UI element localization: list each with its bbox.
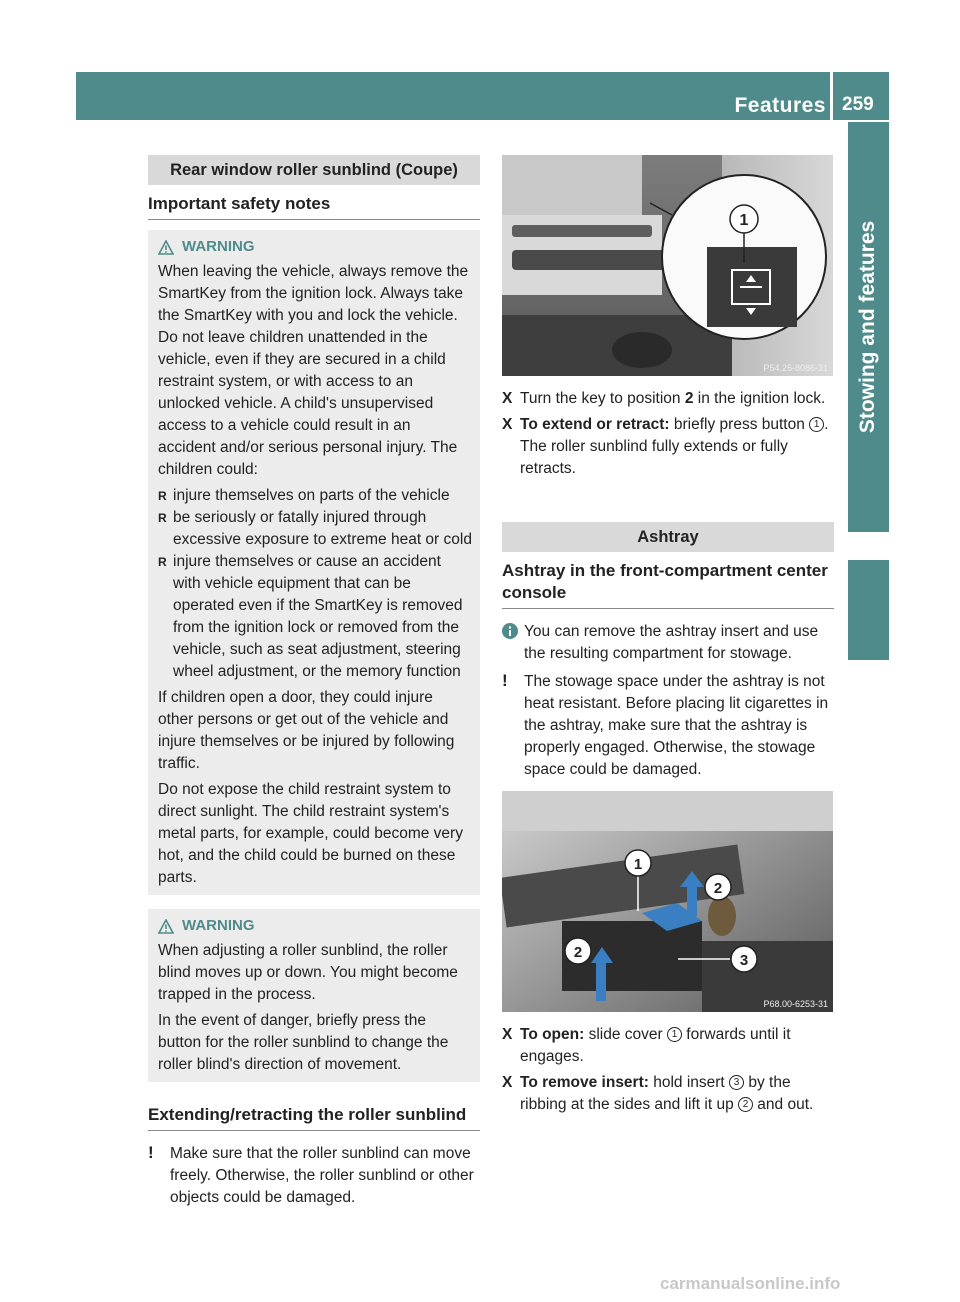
warning2-para2: In the event of danger, briefly press the button for the roller sunblind to change the roller blind's direction of movement. bbox=[158, 1012, 449, 1073]
info-note bbox=[502, 621, 834, 665]
caution-text-left: Make sure that the roller sunblind can move freely. Otherwise, the roller sunblind or other objects could be damaged. bbox=[170, 1145, 474, 1206]
subtitle-safety-notes: Important safety notes bbox=[148, 193, 480, 220]
step1-text-a: Turn the key to position bbox=[520, 390, 685, 407]
console-illustration-2 bbox=[502, 791, 833, 1012]
callout-2b-text: 2 bbox=[573, 944, 583, 961]
caution-note-left bbox=[148, 1143, 480, 1209]
roller-sunblind-button-photo bbox=[502, 155, 833, 376]
callout-1-text: 1 bbox=[633, 856, 643, 873]
step3-text-a: slide cover bbox=[584, 1026, 667, 1043]
side-marker bbox=[848, 560, 889, 660]
list-item: R injure themselves or cause an accident with vehicle equipment that can be operated even if the SmartKey is removed from the ignition lock or removed from the vehicle, such as seat adjustment, steering wheel adjustment, or the memory function bbox=[158, 551, 472, 683]
section-title-sunblind: Rear window roller sunblind (Coupe) bbox=[148, 155, 480, 185]
warning-label-2: WARNING bbox=[182, 917, 255, 934]
warning1-intro: When leaving the vehicle, always remove the SmartKey from the ignition lock. Always take the SmartKey with you and lock the vehicle. Do not leave children unattended in the vehicle, even if they are secured in a child restraint system, or with access to an unlocked vehicle. A child's unsupervised access to a vehicle could result in an accident and/or serious personal injury. The children could: bbox=[158, 263, 469, 478]
step1-text-c: in the ignition lock. bbox=[693, 390, 826, 407]
footer-watermark: carmanualsonline.info bbox=[660, 1274, 841, 1293]
warning-box-2 bbox=[148, 909, 480, 1082]
step4-text-c: and out. bbox=[753, 1096, 814, 1113]
list-item: R be seriously or fatally injured through excessive exposure to extreme heat or cold bbox=[158, 507, 472, 551]
list-item: R injure themselves on parts of the vehicle bbox=[158, 485, 472, 507]
callout-ref-1: 1 bbox=[809, 417, 824, 432]
warning1-bullet-list bbox=[158, 485, 472, 683]
step2-text-a: briefly press button bbox=[669, 416, 810, 433]
side-tab-label: Stowing and features bbox=[856, 220, 880, 434]
subtitle-extend-retract: Extending/retracting the roller sunblind bbox=[148, 1104, 480, 1131]
header-section-title: Features bbox=[734, 94, 826, 117]
console-illustration-1 bbox=[502, 155, 833, 376]
warning2-para1: When adjusting a roller sunblind, the roller blind moves up or down. You might become trapped in the process. bbox=[158, 942, 458, 1003]
warning1-para3: Do not expose the child restraint system to direct sunlight. The child restraint system's metal parts, for example, could become very hot, and the child could be burned on these parts. bbox=[158, 781, 463, 886]
caution-icon: ! bbox=[502, 671, 508, 690]
step1-position: 2 bbox=[684, 390, 694, 407]
step4-text-b: by the ribbing at the sides and lift it up bbox=[520, 1074, 791, 1113]
subtitle-ashtray-console: Ashtray in the front-compartment center console bbox=[502, 560, 834, 609]
step3-text-b: forwards until it engages. bbox=[520, 1026, 791, 1065]
header-bar bbox=[76, 72, 889, 120]
image2-code: P68.00-6253-31 bbox=[763, 999, 828, 1009]
callout-1-text: 1 bbox=[739, 212, 749, 229]
step2-result: The roller sunblind fully extends or fully retracts. bbox=[520, 438, 788, 477]
side-tab-label-wrap bbox=[848, 122, 889, 532]
step-open-cover bbox=[502, 1024, 834, 1068]
info-note-text: You can remove the ashtray insert and use the resulting compartment for stowage. bbox=[524, 623, 819, 662]
warning-box-1 bbox=[148, 230, 480, 895]
step-marker-icon: X bbox=[502, 416, 513, 433]
header-separator bbox=[830, 72, 833, 120]
warning-label-1: WARNING bbox=[182, 238, 255, 255]
step2-text-b: . bbox=[824, 416, 829, 433]
section-title-ashtray: Ashtray bbox=[502, 522, 834, 552]
caution-note-right bbox=[502, 671, 834, 781]
step4-text-a: hold insert bbox=[648, 1074, 730, 1091]
step-marker-icon: X bbox=[502, 390, 513, 407]
step-marker-icon: X bbox=[502, 1074, 513, 1091]
info-icon bbox=[502, 623, 518, 646]
callout-ref-2: 2 bbox=[738, 1097, 753, 1112]
warning-triangle-icon bbox=[158, 919, 174, 934]
callout-ref-1: 1 bbox=[667, 1027, 682, 1042]
step-extend-retract bbox=[502, 414, 834, 480]
ashtray-photo bbox=[502, 791, 833, 1012]
page-number: 259 bbox=[842, 94, 874, 115]
step-turn-key bbox=[502, 388, 834, 410]
step3-label: To open: bbox=[520, 1026, 585, 1043]
warning-title-1 bbox=[158, 236, 472, 258]
steps-sunblind bbox=[502, 388, 834, 480]
left-column bbox=[148, 155, 480, 1215]
warning-triangle-icon bbox=[158, 240, 174, 255]
step-marker-icon: X bbox=[502, 1026, 513, 1043]
warning1-para2: If children open a door, they could injure other persons or get out of the vehicle and injure themselves or be injured by following traffic. bbox=[158, 689, 455, 772]
callout-2-text: 2 bbox=[713, 880, 723, 897]
right-column bbox=[502, 155, 834, 1120]
callout-3-text: 3 bbox=[739, 952, 749, 969]
step4-label: To remove insert: bbox=[520, 1074, 649, 1091]
image1-code: P54.25-8086-31 bbox=[763, 363, 828, 373]
caution-text-right: The stowage space under the ashtray is not heat resistant. Before placing lit cigarettes in the ashtray, make sure that the ashtray is properly engaged. Otherwise, the stowage space could be damaged. bbox=[524, 673, 829, 778]
steps-ashtray bbox=[502, 1024, 834, 1116]
step-remove-insert bbox=[502, 1072, 834, 1116]
warning-title-2 bbox=[158, 915, 472, 937]
callout-ref-3: 3 bbox=[729, 1075, 744, 1090]
step2-label: To extend or retract: bbox=[520, 416, 670, 433]
caution-icon: ! bbox=[148, 1143, 154, 1162]
